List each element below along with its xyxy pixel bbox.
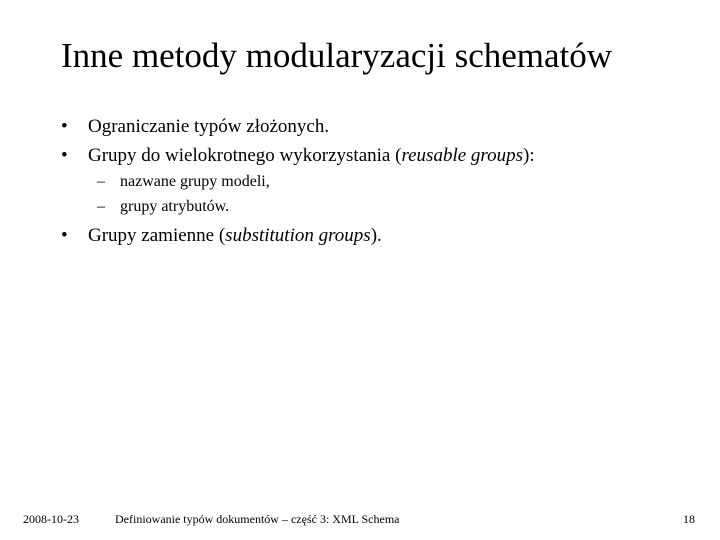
bullet-marker: • [61, 225, 68, 246]
slide-title: Inne metody modularyzacji schematów [61, 36, 613, 75]
subbullet-text: grupy atrybutów. [120, 198, 230, 215]
bullet-text: Grupy do wielokrotnego wykorzystania (reusable groups): [88, 145, 535, 166]
subbullet-text: nazwane grupy modeli, [120, 173, 270, 190]
bullet-emphasis: reusable groups [401, 145, 523, 166]
bullet-marker: • [61, 116, 68, 137]
subbullet-marker: – [97, 173, 105, 190]
bullet-text: Grupy zamienne (substitution groups). [88, 225, 382, 246]
footer-date: 2008-10-23 [23, 512, 79, 526]
subbullet-marker: – [97, 198, 105, 215]
footer-page-number: 18 [683, 512, 695, 526]
footer-title: Definiowanie typów dokumentów – część 3: XML Schema [115, 512, 400, 526]
bullet-text: Ograniczanie typów złożonych. [88, 116, 330, 137]
bullet-marker: • [61, 145, 68, 166]
bullet-emphasis: substitution groups [225, 225, 371, 246]
